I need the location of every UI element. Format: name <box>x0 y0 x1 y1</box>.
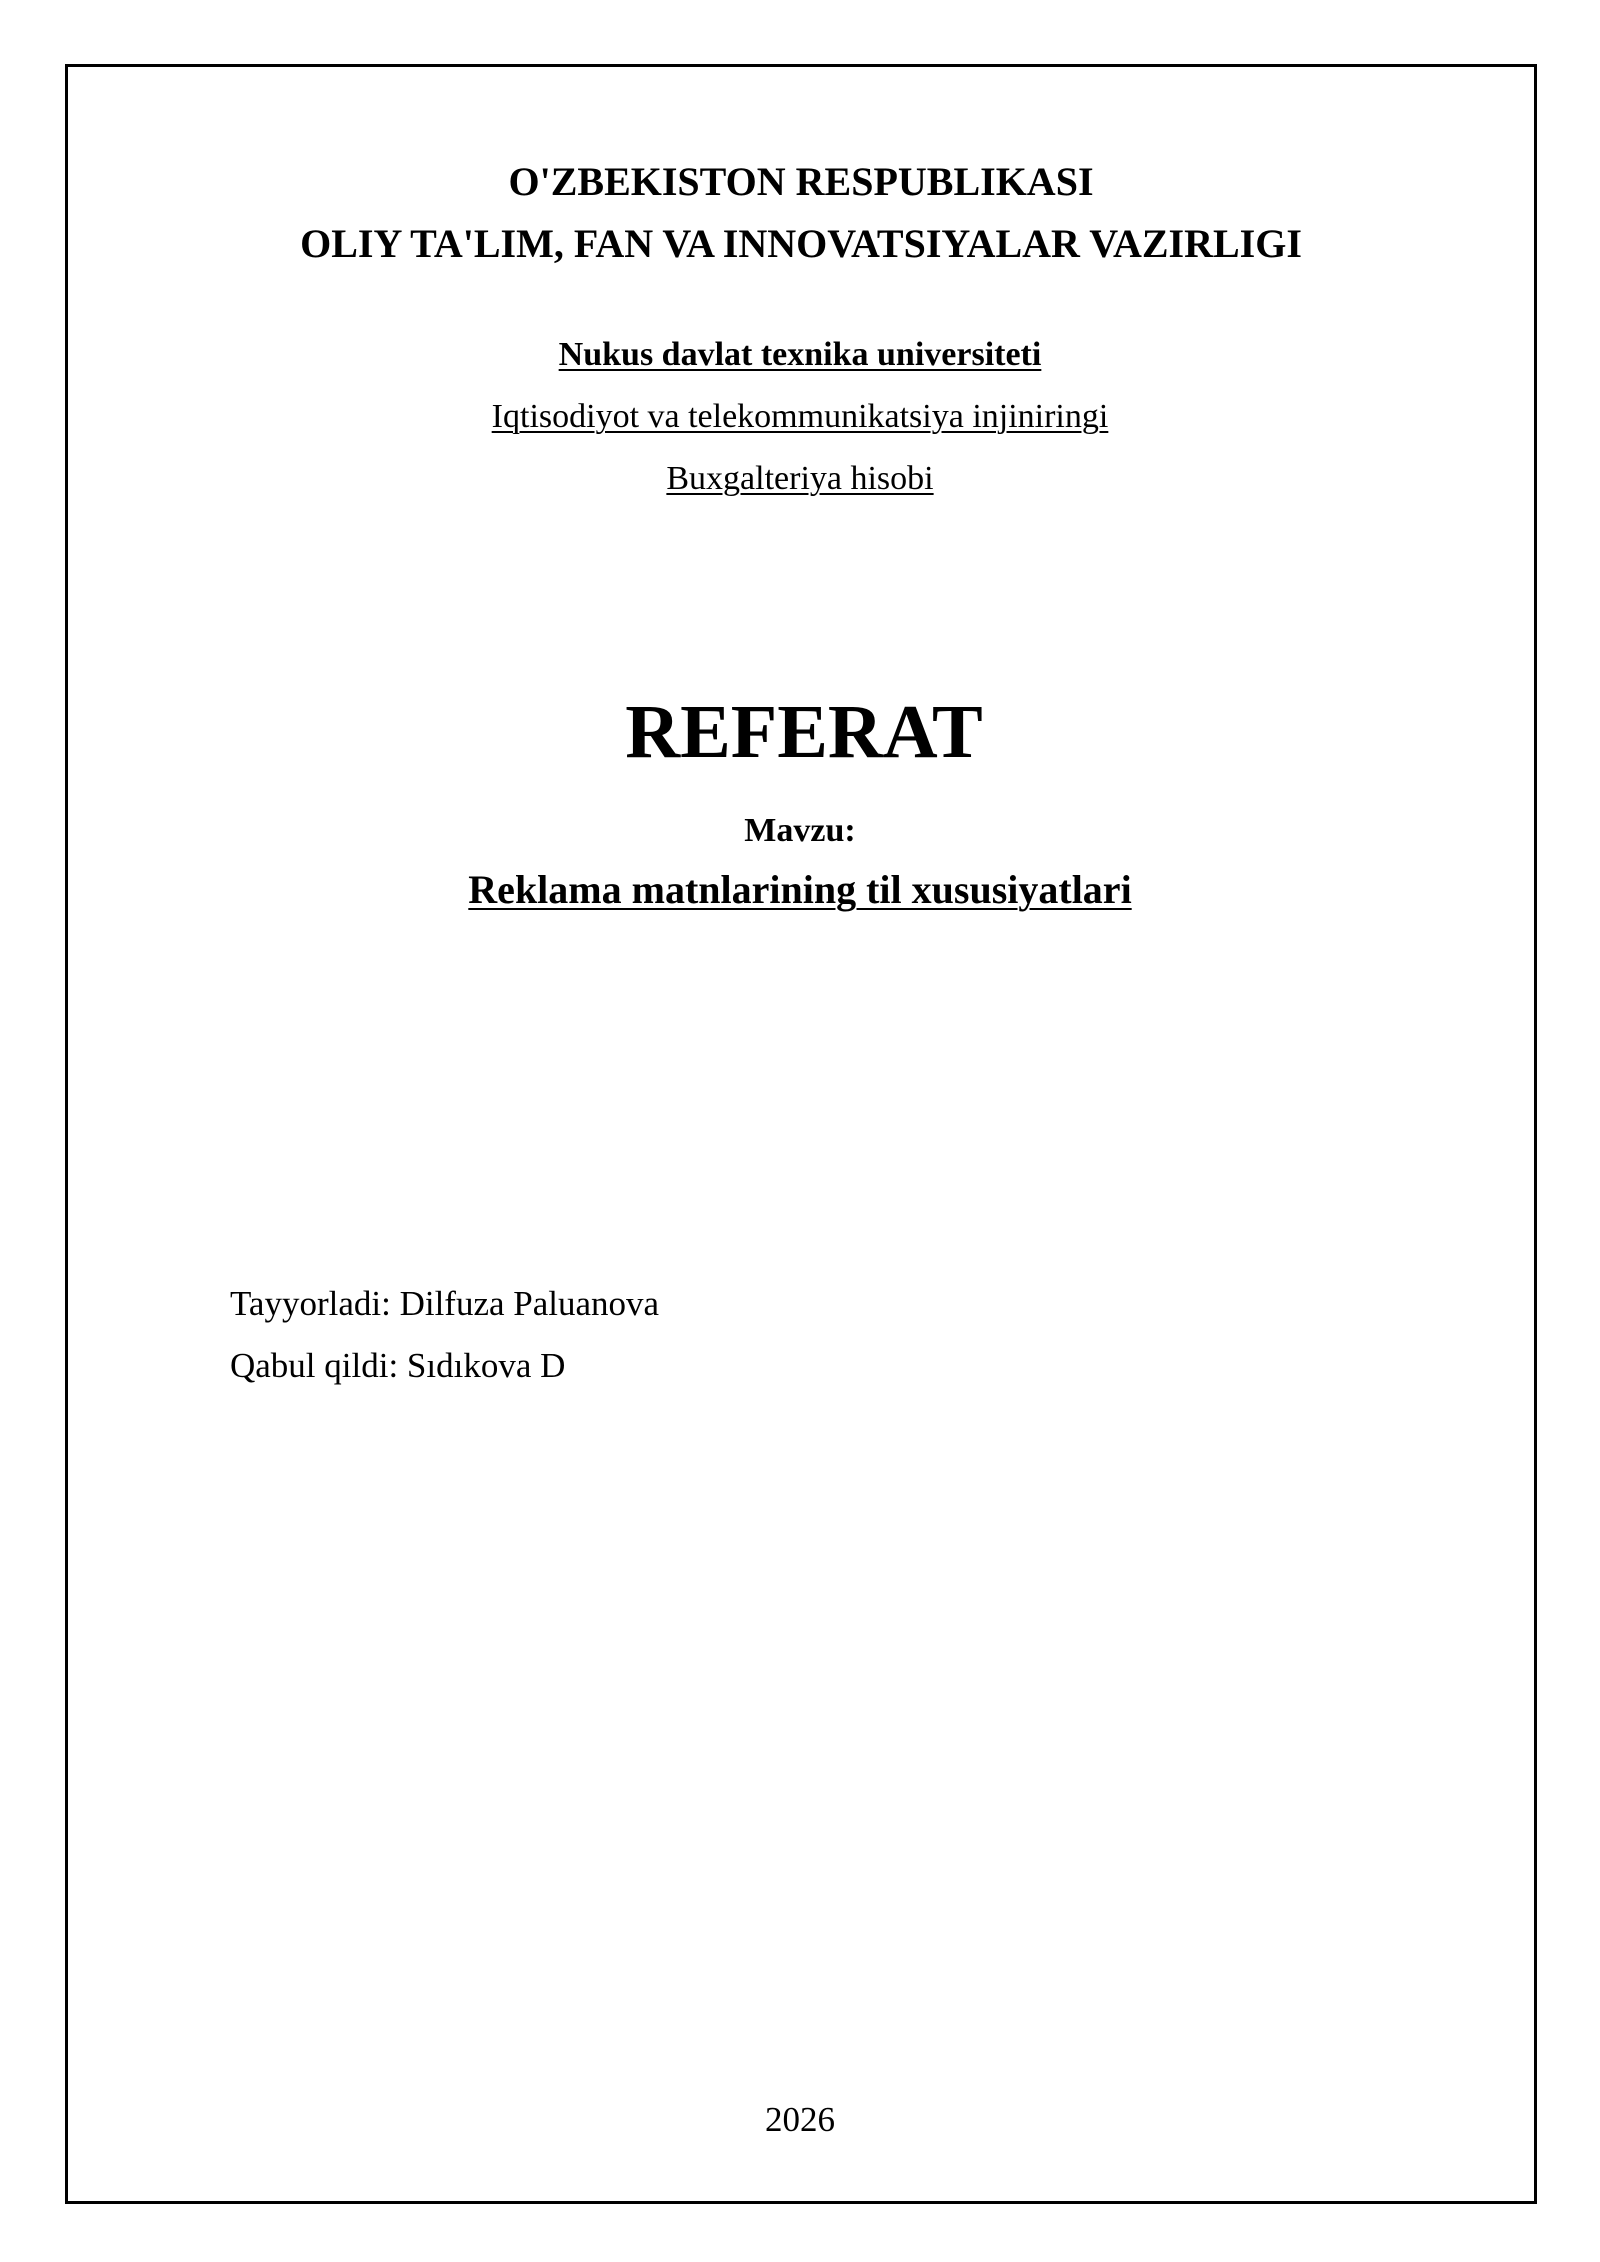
ministry-heading: OLIY TA'LIM, FAN VA INNOVATSIYALAR VAZIRLIGI <box>300 221 1302 266</box>
accepted-by: Qabul qildi: Sıdıkova D <box>230 1346 566 1385</box>
country-heading: O'ZBEKISTON RESPUBLIKASI <box>508 159 1094 204</box>
university-name: Nukus davlat texnika universiteti <box>558 336 1042 373</box>
department-name: Buxgalteriya hisobi <box>666 460 934 497</box>
year: 2026 <box>765 2100 835 2139</box>
faculty-name: Iqtisodiyot va telekommunikatsiya injiniringi <box>491 398 1109 435</box>
topic-title: Reklama matnlarining til xususiyatlari <box>468 867 1132 912</box>
topic-label: Mavzu: <box>744 812 856 849</box>
page-border <box>65 64 1537 2204</box>
prepared-by: Tayyorladi: Dilfuza Paluanova <box>230 1284 660 1323</box>
document-type-title: REFERAT <box>625 690 983 774</box>
